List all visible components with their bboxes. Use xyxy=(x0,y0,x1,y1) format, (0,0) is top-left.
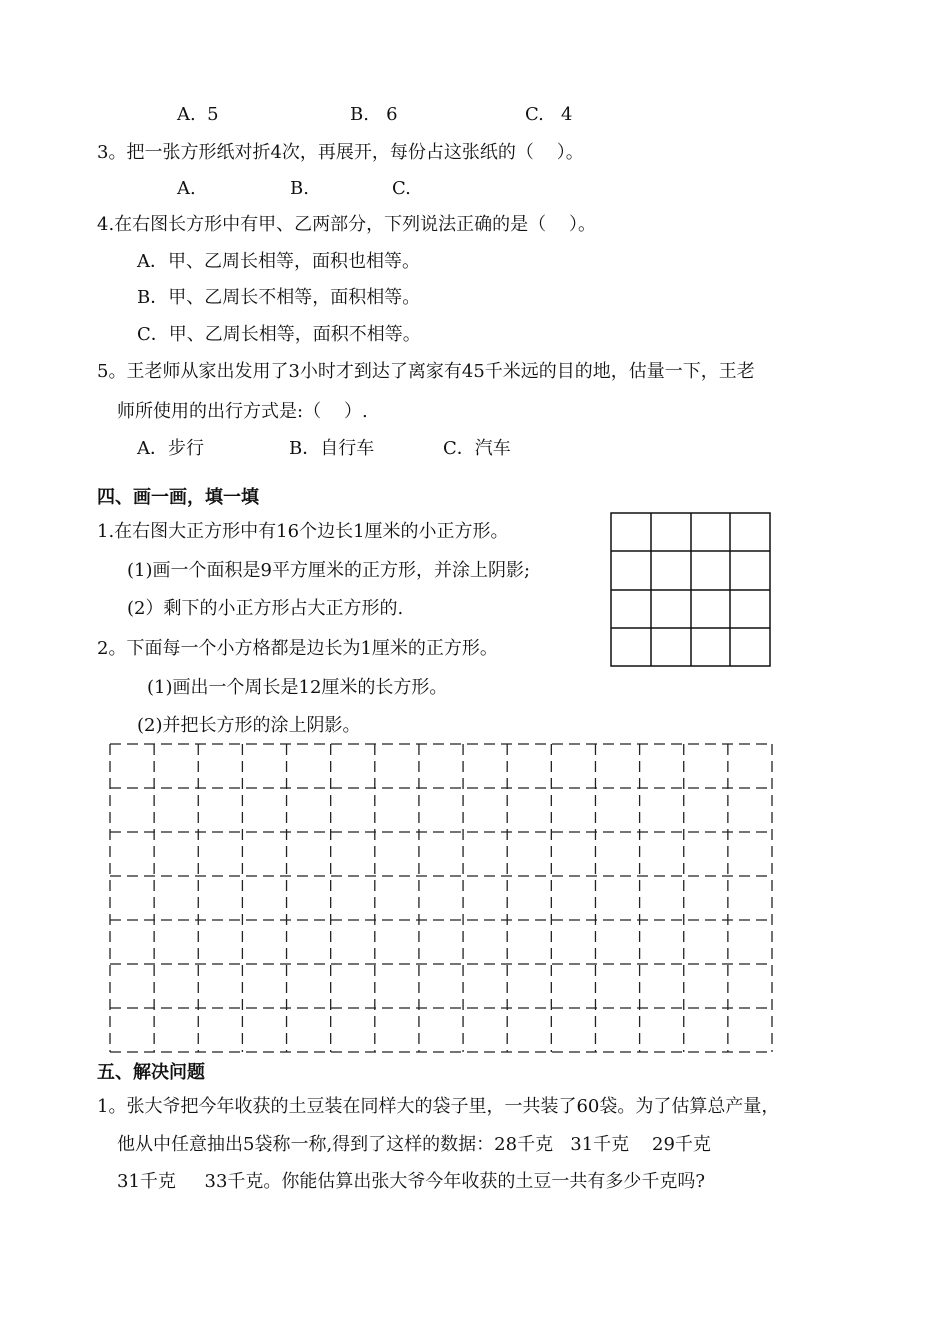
dashed-drawing-grid[interactable] xyxy=(100,738,780,1060)
section5-q1-line3: 31千克 33千克。你能估算出张大爷今年收获的土豆一共有多少千克吗? xyxy=(117,1171,706,1192)
q3-option-a: A. xyxy=(177,178,196,199)
section5-heading: 五、解决问题 xyxy=(97,1062,205,1083)
q2-option-c: C. 4 xyxy=(525,104,573,125)
q3-option-c: C. xyxy=(392,178,411,199)
q5-option-c: C．汽车 xyxy=(443,438,511,459)
q4-option-a: A．甲、乙周长相等，面积也相等。 xyxy=(137,251,420,272)
q5-option-b: B．自行车 xyxy=(289,438,375,459)
q4-option-b: B．甲、乙周长不相等，面积相等。 xyxy=(137,287,421,308)
q2-option-b: B. 6 xyxy=(350,104,398,125)
section5-q1-line2: 他从中任意抽出5袋称一称,得到了这样的数据：28千克 31千克 29千克 xyxy=(117,1134,711,1155)
section4-q2-part2: (2)并把长方形的涂上阴影。 xyxy=(137,715,361,736)
section4-q1-part2: (2）剩下的小正方形占大正方形的. xyxy=(127,598,404,619)
q3-text: 3。把一张方形纸对折4次，再展开，每份占这张纸的（ ）。 xyxy=(97,142,584,163)
square-grid-4x4 xyxy=(610,512,772,668)
q3-option-b: B. xyxy=(290,178,309,199)
q4-text: 4.在右图长方形中有甲、乙两部分，下列说法正确的是（ ）。 xyxy=(97,214,597,235)
q5-line2: 师所使用的出行方式是:（ ）. xyxy=(117,401,368,422)
section5-q1-line1: 1。张大爷把今年收获的土豆装在同样大的袋子里，一共装了60袋。为了估算总产量， xyxy=(97,1096,780,1117)
section4-heading: 四、画一画，填一填 xyxy=(97,487,259,508)
q5-option-a: A．步行 xyxy=(137,438,204,459)
section4-q1-part1: (1)画一个面积是9平方厘米的正方形，并涂上阴影; xyxy=(127,560,531,581)
q4-option-c: C．甲、乙周长相等，面积不相等。 xyxy=(137,324,421,345)
q2-option-a: A. 5 xyxy=(177,104,219,125)
section4-q1: 1.在右图大正方形中有16个边长1厘米的小正方形。 xyxy=(97,521,509,542)
section4-q2: 2。下面每一个小方格都是边长为1厘米的正方形。 xyxy=(97,638,498,659)
q5-line1: 5。王老师从家出发用了3小时才到达了离家有45千米远的目的地，估量一下，王老 xyxy=(97,361,755,382)
section4-q2-part1: (1)画出一个周长是12厘米的长方形。 xyxy=(147,677,448,698)
